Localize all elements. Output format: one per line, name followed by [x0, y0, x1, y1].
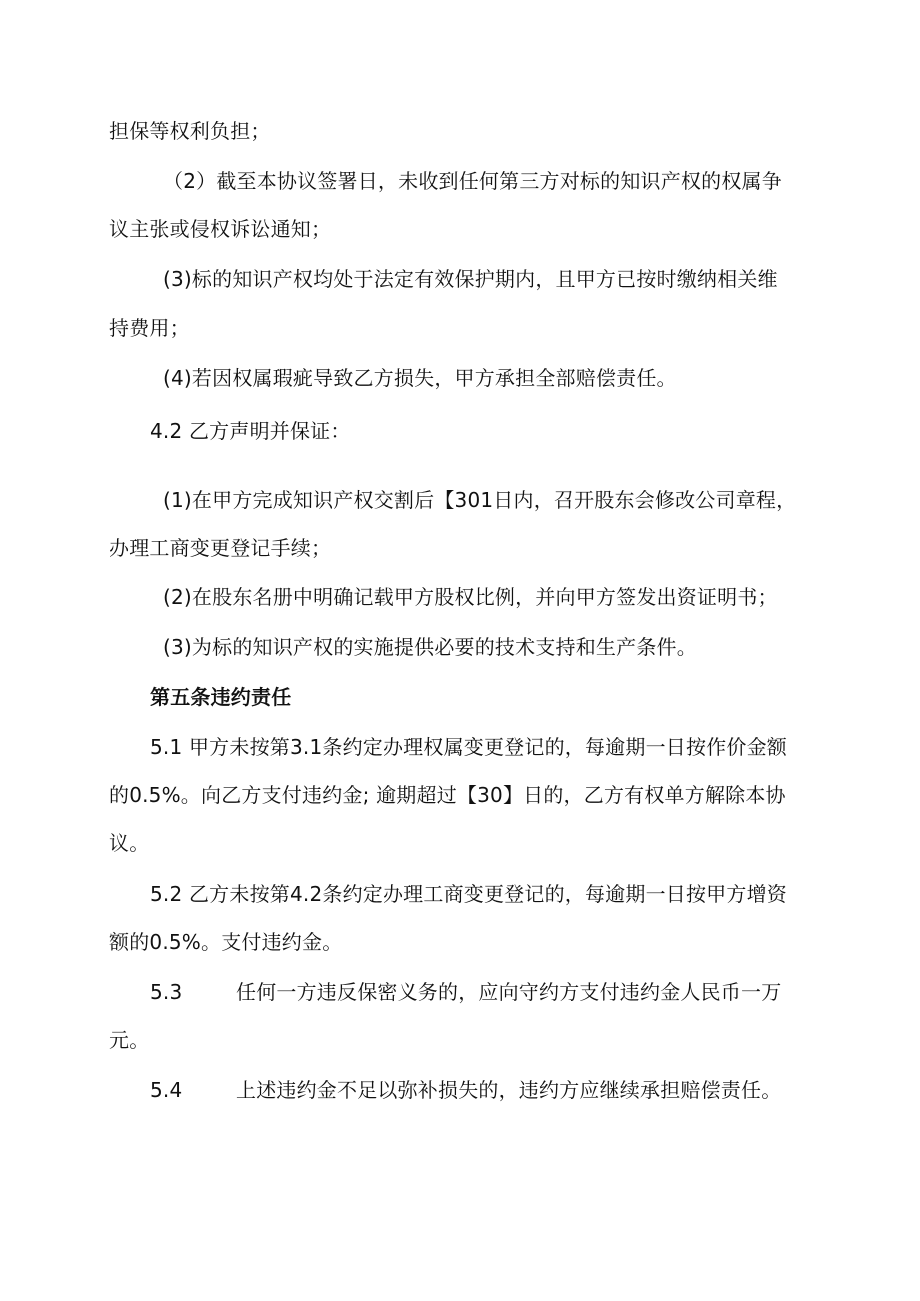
text-line-9: 办理工商变更登记手续；	[109, 536, 332, 560]
text-line-2: （2）截至本协议签署日，未收到任何第三方对标的知识产权的权属争	[163, 169, 782, 193]
text-line-18: 任何一方违反保密义务的，应向守约方支付违约金人民币一万	[236, 980, 782, 1004]
text-line-19: 元。	[109, 1028, 150, 1052]
text-line-13: 5.1 甲方未按第3.1条约定办理权属变更登记的，每逾期一日按作价金额	[150, 735, 787, 759]
text-line-16: 5.2 乙方未按第4.2条约定办理工商变更登记的，每逾期一日按甲方增资	[150, 882, 787, 906]
text-line-6: (4)若因权属瑕疵导致乙方损失，甲方承担全部赔偿责任。	[163, 366, 677, 390]
text-line-5: 持费用；	[109, 316, 190, 340]
clause-number-5-4: 5.4	[150, 1078, 183, 1102]
clause-number-5-3: 5.3	[150, 980, 183, 1004]
section-heading: 第五条违约责任	[150, 685, 292, 709]
text-line-11: (3)为标的知识产权的实施提供必要的技术支持和生产条件。	[163, 635, 697, 659]
text-line-14: 的0.5%。向乙方支付违约金; 逾期超过【30】日的，乙方有权单方解除本协	[109, 783, 786, 807]
text-line-7: 4.2 乙方声明并保证：	[150, 419, 351, 443]
text-line-4: (3)标的知识产权均处于法定有效保护期内，且甲方已按时缴纳相关维	[163, 267, 778, 291]
text-line-10: (2)在股东名册中明确记载甲方股权比例，并向甲方签发出资证明书；	[163, 585, 778, 609]
text-line-1: 担保等权利负担；	[109, 119, 271, 143]
text-line-8: (1)在甲方完成知识产权交割后【301日内，召开股东会修改公司章程，	[163, 488, 797, 512]
text-line-20: 上述违约金不足以弥补损失的，违约方应继续承担赔偿责任。	[236, 1078, 782, 1102]
text-line-15: 议。	[109, 831, 150, 855]
text-line-3: 议主张或侵权诉讼通知；	[109, 217, 332, 241]
text-line-17: 额的0.5%。支付违约金。	[109, 930, 343, 954]
